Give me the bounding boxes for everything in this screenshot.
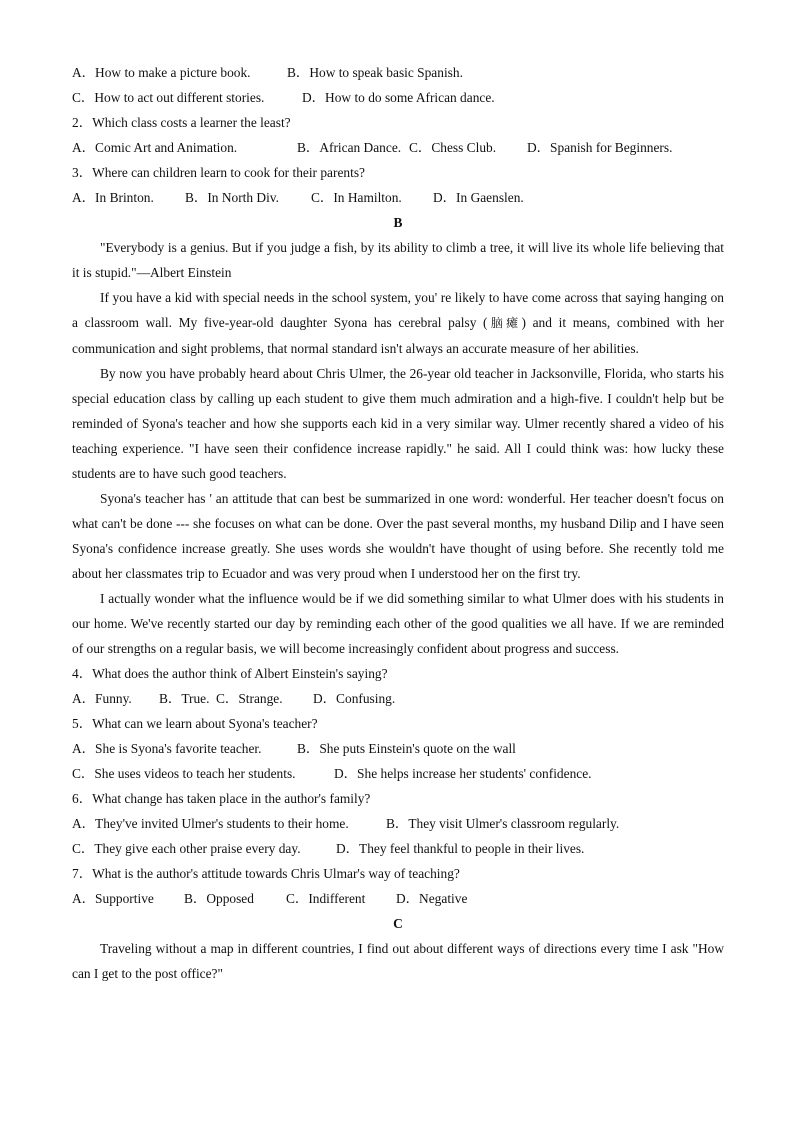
passage-b-paragraph-1: "Everybody is a genius. But if you judge a fish, by its ability to climb a tree, it will live its whole life believing that it is stupid."—Albert Einstein bbox=[72, 240, 724, 280]
section-b-heading: B bbox=[393, 215, 403, 230]
q2-option-a: A．Comic Art and Animation. bbox=[72, 140, 238, 155]
q5-option-d: D．She helps increase her students' confidence. bbox=[334, 766, 592, 781]
q2-stem: 2．Which class costs a learner the least? bbox=[72, 115, 291, 130]
q4-option-d: D．Confusing. bbox=[313, 691, 396, 706]
q6-options-row-2 bbox=[72, 839, 724, 864]
passage-b-paragraph-2-part-1: If you have a kid with special needs in the school system, you' re likely to have come across that saying hanging on a classroom wall. My five-year-old daughter Syona has cerebral palsy ( bbox=[72, 290, 724, 330]
q4-stem: 4．What does the author think of Albert Einstein's saying? bbox=[72, 666, 388, 681]
q2-option-b: B．African Dance. bbox=[297, 140, 402, 155]
q5-option-a: A．She is Syona's favorite teacher. bbox=[72, 741, 262, 756]
q7-options bbox=[72, 889, 724, 914]
q4-option-b: B．True. bbox=[159, 691, 210, 706]
q1-option-c: C．How to act out different stories. bbox=[72, 90, 265, 105]
passage-b-paragraph-4: Syona's teacher has ' an attitude that can best be summarized in one word: wonderful. Her teacher doesn't focus on what can't be done --- she focuses on what can be done. Over the past several months, my husband Dilip and I have seen Syona's confidence increase greatly. She uses words she wouldn't have thought of using before. She recently told me about her classmates trip to Ecuador and was very proud when I understood her on the first try. bbox=[72, 491, 724, 581]
q6-option-b: B．They visit Ulmer's classroom regularly. bbox=[386, 816, 620, 831]
q3-option-b: B．In North Div. bbox=[185, 190, 279, 205]
section-c-heading: C bbox=[393, 916, 403, 931]
q6-options-row-1 bbox=[72, 814, 724, 839]
q4-option-a: A．Funny. bbox=[72, 691, 132, 706]
chinese-gloss: 脑瘫 bbox=[487, 316, 522, 330]
q4-options bbox=[72, 689, 724, 714]
q1-option-a: A．How to make a picture book. bbox=[72, 65, 251, 80]
q7-option-c: C．Indifferent bbox=[286, 891, 366, 906]
q5-options-row-1 bbox=[72, 739, 724, 764]
passage-b-paragraph-2 bbox=[72, 285, 724, 361]
q1-options-row-2 bbox=[72, 88, 724, 113]
q3-options bbox=[72, 188, 724, 213]
q2-option-c: C．Chess Club. bbox=[409, 140, 497, 155]
q5-option-c: C．She uses videos to teach her students. bbox=[72, 766, 296, 781]
q1-option-d: D．How to do some African dance. bbox=[302, 90, 495, 105]
q5-options-row-2 bbox=[72, 764, 724, 789]
q4-option-c: C．Strange. bbox=[216, 691, 283, 706]
q7-option-a: A．Supportive bbox=[72, 891, 154, 906]
passage-b-paragraph-3: By now you have probably heard about Chris Ulmer, the 26-year old teacher in Jacksonville, Florida, who starts his special education class by calling up each student to give them much admiration and a high-five. I couldn't help but be reminded of Syona's teacher and how she supports each kid in a very similar way. Ulmer recently shared a video of his teaching experience. "I have seen their confidence increase rapidly." he said. All I could think was: how lucky these students are to have such good teachers. bbox=[72, 366, 724, 481]
q6-stem: 6．What change has taken place in the author's family? bbox=[72, 791, 371, 806]
q1-option-b: B．How to speak basic Spanish. bbox=[287, 65, 463, 80]
q7-stem: 7．What is the author's attitude towards Chris Ulmar's way of teaching? bbox=[72, 866, 460, 881]
q7-option-b: B．Opposed bbox=[184, 891, 254, 906]
passage-c-paragraph-1: Traveling without a map in different countries, I find out about different ways of directions every time I ask "How can I get to the post office?" bbox=[72, 941, 724, 981]
q6-option-d: D．They feel thankful to people in their lives. bbox=[336, 841, 585, 856]
q6-option-c: C．They give each other praise every day. bbox=[72, 841, 301, 856]
q3-stem: 3．Where can children learn to cook for their parents? bbox=[72, 165, 365, 180]
q7-option-d: D．Negative bbox=[396, 891, 468, 906]
q3-option-c: C．In Hamilton. bbox=[311, 190, 402, 205]
document-page bbox=[72, 63, 724, 989]
q3-option-a: A．In Brinton. bbox=[72, 190, 154, 205]
q6-option-a: A．They've invited Ulmer's students to their home. bbox=[72, 816, 349, 831]
passage-b-paragraph-5: I actually wonder what the influence would be if we did something similar to what Ulmer does with his students in our home. We've recently started our day by reminding each other of the good qualities we all have. If we are reminded of our strengths on a regular basis, we will become increasingly confident about progress and success. bbox=[72, 591, 724, 656]
q1-options-row-1 bbox=[72, 63, 724, 88]
q2-options bbox=[72, 138, 724, 163]
q3-option-d: D．In Gaenslen. bbox=[433, 190, 524, 205]
q5-option-b: B．She puts Einstein's quote on the wall bbox=[297, 741, 516, 756]
passage-b-paragraph-2-part-2: ) and it means, combined with her communication and sight problems, that normal standard isn't always an accurate measure of her abilities. bbox=[72, 315, 724, 356]
q2-option-d: D．Spanish for Beginners. bbox=[527, 140, 673, 155]
q5-stem: 5．What can we learn about Syona's teacher? bbox=[72, 716, 318, 731]
